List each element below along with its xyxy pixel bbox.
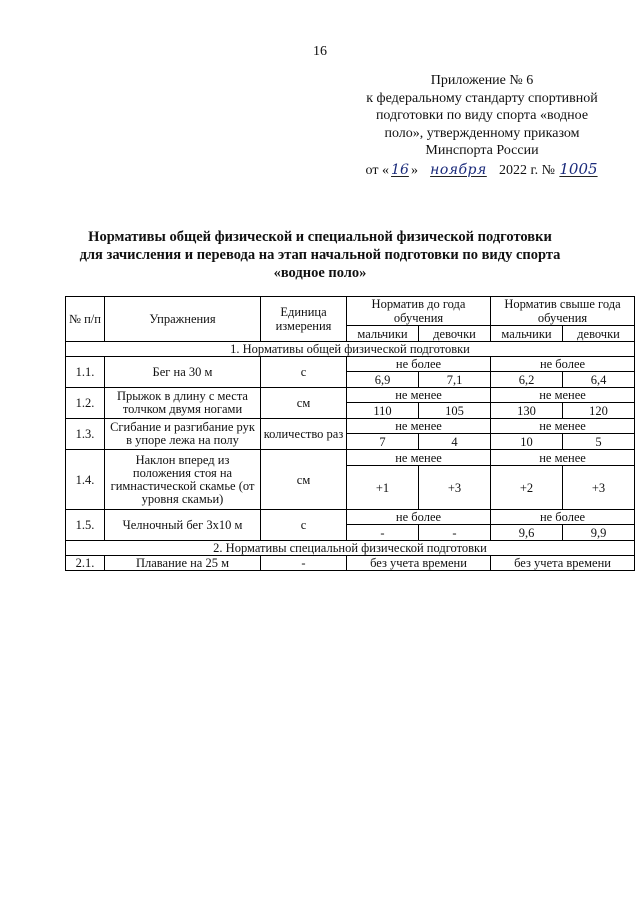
date-separator: »: [410, 162, 418, 178]
header-exercise: Упражнения: [105, 297, 261, 342]
row-unit: с: [261, 510, 347, 541]
header-boys: мальчики: [491, 326, 563, 342]
row-value: 4: [419, 434, 491, 450]
header-boys: мальчики: [347, 326, 419, 342]
appendix-block: [336, 72, 628, 179]
row-value: 6,9: [347, 372, 419, 388]
row-value: 5: [563, 434, 635, 450]
section-title: 1. Нормативы общей физической подготовки: [66, 342, 635, 357]
title-line: «водное поло»: [273, 265, 367, 281]
table-row: [66, 450, 635, 466]
header-girls: девочки: [419, 326, 491, 342]
row-unit: см: [261, 388, 347, 419]
row-unit: количество раз: [261, 419, 347, 450]
date-prefix: от «: [365, 162, 389, 178]
row-number: 1.5.: [66, 510, 105, 541]
appendix-line: к федеральному стандарту спортивной: [366, 90, 598, 106]
row-condition-above-year: не более: [491, 357, 635, 372]
row-value: 105: [419, 403, 491, 419]
header-number: № п/п: [66, 297, 105, 342]
row-exercise: Бег на 30 м: [105, 357, 261, 388]
row-merged-above-year: без учета времени: [491, 556, 635, 571]
table-row: [66, 510, 635, 525]
row-value: 9,9: [563, 525, 635, 541]
row-condition-first-year: не более: [347, 357, 491, 372]
table-row: [66, 556, 635, 571]
row-value: 10: [491, 434, 563, 450]
row-value: +1: [347, 466, 419, 510]
row-condition-first-year: не менее: [347, 388, 491, 403]
row-exercise: Челночный бег 3х10 м: [105, 510, 261, 541]
row-value: -: [419, 525, 491, 541]
header-girls: девочки: [563, 326, 635, 342]
handwritten-month: ноября: [430, 161, 487, 178]
row-unit: см: [261, 450, 347, 510]
appendix-line: Минспорта России: [425, 143, 539, 158]
table-row: [66, 388, 635, 403]
row-number: 1.3.: [66, 419, 105, 450]
row-value: 130: [491, 403, 563, 419]
title-line: Нормативы общей физической и специальной физической подготовки: [88, 229, 552, 245]
row-value: 120: [563, 403, 635, 419]
row-condition-first-year: не более: [347, 510, 491, 525]
table-row: [66, 357, 635, 372]
row-unit: -: [261, 556, 347, 571]
row-merged-first-year: без учета времени: [347, 556, 491, 571]
section-row: [66, 342, 635, 357]
row-unit: с: [261, 357, 347, 388]
row-number: 2.1.: [66, 556, 105, 571]
row-condition-first-year: не менее: [347, 419, 491, 434]
row-value: +2: [491, 466, 563, 510]
row-value: 110: [347, 403, 419, 419]
title-line: для зачисления и перевода на этап начальной подготовки по виду спорта: [79, 247, 561, 263]
handwritten-day: 16: [391, 161, 409, 178]
table-row: [66, 419, 635, 434]
order-date-line: [336, 161, 628, 180]
norms-table-body: [66, 342, 635, 571]
row-value: 7: [347, 434, 419, 450]
row-value: 6,2: [491, 372, 563, 388]
row-exercise: Сгибание и разгибание рук в упоре лежа на полу: [105, 419, 261, 450]
year-text: 2022 г. №: [498, 162, 555, 178]
appendix-line: подготовки по виду спорта «водное: [375, 108, 589, 123]
row-condition-above-year: не менее: [491, 419, 635, 434]
appendix-line: поло», утвержденному приказом: [384, 125, 580, 141]
row-number: 1.1.: [66, 357, 105, 388]
row-condition-above-year: не менее: [491, 388, 635, 403]
appendix-line: Приложение № 6: [430, 73, 534, 88]
row-condition-above-year: не менее: [491, 450, 635, 466]
row-condition-first-year: не менее: [347, 450, 491, 466]
row-value: 9,6: [491, 525, 563, 541]
norms-table: [65, 296, 635, 571]
row-exercise: Наклон вперед из положения стоя на гимнастической скамье (от уровня скамьи): [105, 450, 261, 510]
row-condition-above-year: не более: [491, 510, 635, 525]
header-norm-first-year: Норматив до года обучения: [347, 297, 491, 326]
row-exercise: Прыжок в длину с места толчком двумя ногами: [105, 388, 261, 419]
handwritten-order-number: 1005: [559, 159, 598, 178]
header-unit: Единица измерения: [261, 297, 347, 342]
section-row: [66, 541, 635, 556]
row-exercise: Плавание на 25 м: [105, 556, 261, 571]
row-value: 6,4: [563, 372, 635, 388]
row-number: 1.2.: [66, 388, 105, 419]
document-title: [40, 228, 600, 282]
row-value: +3: [563, 466, 635, 510]
row-value: 7,1: [419, 372, 491, 388]
section-title: 2. Нормативы специальной физической подготовки: [66, 541, 635, 556]
row-value: -: [347, 525, 419, 541]
row-value: +3: [419, 466, 491, 510]
row-number: 1.4.: [66, 450, 105, 510]
header-norm-above-year: Норматив свыше года обучения: [491, 297, 635, 326]
page-number: 16: [313, 44, 327, 59]
